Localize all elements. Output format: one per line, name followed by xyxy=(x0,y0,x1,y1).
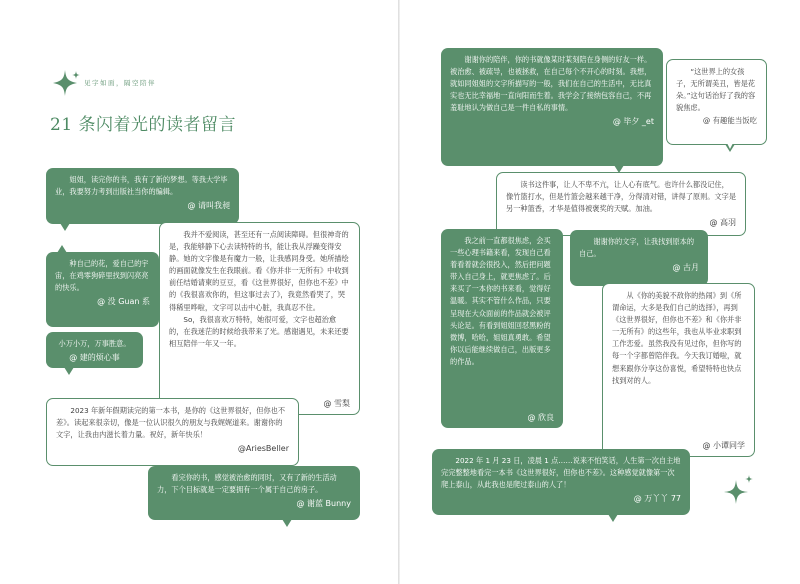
message-text: 读书这件事，让人不卑不亢，让人心有底气。也许什么都没记住，像竹篮打水，但是竹篮会越来越干净，分得清对错，讲得了原则。文字是另一种篮香，才华是值得被褒奖的天赋。加油。 xyxy=(506,180,737,214)
reader-message xyxy=(46,252,159,327)
message-text: 我并不爱阅读，甚至还有一点阅读障碍。但很神奇的是，我能够静下心去读特特的书，能让我从浮躁变得安静。她的文字像是有魔力一般，让我感同身受。她所描绘的画面就像发生在我眼前。看《你并非一无所有》中收到前任结婚请柬的豆豆，看《这世界很好，但你也不差》中的《我很喜欢你的，但这事过去了》，我竟然看哭了，哭得稀里哗啦，文字可以击中心脏，我真忍不住。 xyxy=(169,230,349,312)
reader-message xyxy=(46,332,143,368)
message-text: 姐姐，读完你的书，我有了新的梦想。等我大学毕业，我要努力考到出版社当你的编辑。 xyxy=(55,175,228,197)
message-text: 看完你的书，感觉被治愈的同时，又有了新的生活动力，下个目标就是一定要拥有一个属于自己的房子。 xyxy=(157,473,337,495)
message-signature: @ 古月 xyxy=(672,263,699,273)
reader-message xyxy=(148,466,360,520)
message-text: “这世界上的女孩子，无所谓美丑，皆是花朵。”这句话治好了我的容貌焦虑。 xyxy=(676,67,756,113)
message-text: 我之前一直都很焦虑，会买一些心理书籍来看，发现自己看着看着就会很投入，然后把问题带入自己身上，就更焦虑了。后来买了一本你的书来看，觉得好温暖。其实不管什么作品，只要呈现在大众面前的作品就会被评头论足。有看到姐姐回怼黑粉的微博，哈哈，姐姐真勇敢。希望你以后能继续做自己，出版更多的作品。 xyxy=(450,236,551,366)
bubble-tail xyxy=(282,519,292,527)
message-text: 从《你的美貌不敌你的热闹》到《所谓命运，大多是我们自己的选择》，再到《这世界很好，但你也不差》和《你并非一无所有》的这些年，我也从毕业求职到工作恋爱。虽然我没有见过你，但你写的每一个字都曾陪伴我。今天我订婚啦，就想来跟你分享这份喜悦，希望特特也快点找到对的人。 xyxy=(612,291,742,385)
bubble-tail xyxy=(64,367,74,375)
bubble-tail xyxy=(57,245,67,253)
reader-message xyxy=(432,449,690,515)
message-signature: @ 有趣能当饭吃 xyxy=(702,116,757,126)
message-text: 谢谢你的文字，让我找到原本的自己。 xyxy=(579,237,695,259)
reader-message xyxy=(496,172,746,236)
message-signature: @ 小谭同学 xyxy=(702,440,745,450)
message-signature: @ 没 Guan 系 xyxy=(97,297,150,307)
reader-message xyxy=(666,59,767,145)
reader-message xyxy=(441,229,563,428)
reader-message xyxy=(602,283,755,457)
message-signature: @AriesBeller xyxy=(237,444,289,454)
message-signature: @ 毕夕 _et xyxy=(612,117,654,127)
message-signature: @ 建的烦心事 xyxy=(69,353,120,363)
reader-message xyxy=(159,222,360,415)
reader-message xyxy=(441,48,663,166)
message-text: So，我很喜欢万特特，她很可爱，文字也超治愈的，在我迷茫的时候给我带来了光。感谢遇见，未来还要相互陪伴一年又一年。 xyxy=(169,314,349,348)
bubble-tail xyxy=(725,144,735,152)
header-label: 见字如面，隔空陪伴 xyxy=(84,79,156,87)
sparkle-icon xyxy=(50,68,80,98)
message-signature: @ 万丫丫 77 xyxy=(633,494,681,504)
message-text: 2022 年 1 月 23 日，凌晨 1 点……说来不怕笑话，人生第一次自主地完完整整地看完一本书《这世界很好，但你也不差》。这种感觉就像第一次爬上泰山，从此我也是爬过泰山的人了！ xyxy=(441,456,681,490)
message-text: 种自己的花，爱自己的宇宙，在鸡零狗碎里找到闪亮亮的快乐。 xyxy=(55,259,149,293)
message-signature: @ 请叫我昶 xyxy=(187,201,230,211)
page-title: 21 条闪着光的读者留言 xyxy=(50,115,237,135)
left-page xyxy=(0,0,398,584)
reader-message xyxy=(46,398,299,466)
bubble-tail xyxy=(608,514,618,522)
reader-message xyxy=(46,168,239,224)
message-text: 小万小万，万事胜意。 xyxy=(58,339,131,348)
sparkle-icon xyxy=(722,474,754,506)
message-text: 谢谢你的陪伴，你的书就像某时某刻陪在身侧的好友一样。被治愈、被疏导，也被拯救，在自己每个不开心的时刻。我想，就如同姐姐的文字所描写的一般，我们在自己的生活中，无比真实也无比幸福地一直向阳而生着。我学会了接纳包容自己，不再羞耻地认为做自己是一件自私的事情。 xyxy=(450,55,652,113)
message-signature: @ 高羽 xyxy=(709,218,736,228)
bubble-tail xyxy=(60,223,70,231)
message-text: 2023 年新年假期读完的第一本书，是你的《这世界很好，但你也不差》。读起来很亲切，像是一位认识很久的朋友与我娓娓道来。谢谢你的文字，让我由内滋长着力量。祝好，新年快乐！ xyxy=(56,406,286,440)
message-signature: @ 雪梨 xyxy=(323,398,350,408)
reader-message xyxy=(570,230,708,286)
right-page xyxy=(400,0,800,584)
message-signature: @ 谢蓝 Bunny xyxy=(296,499,351,509)
message-signature: @ 欣良 xyxy=(527,412,554,422)
